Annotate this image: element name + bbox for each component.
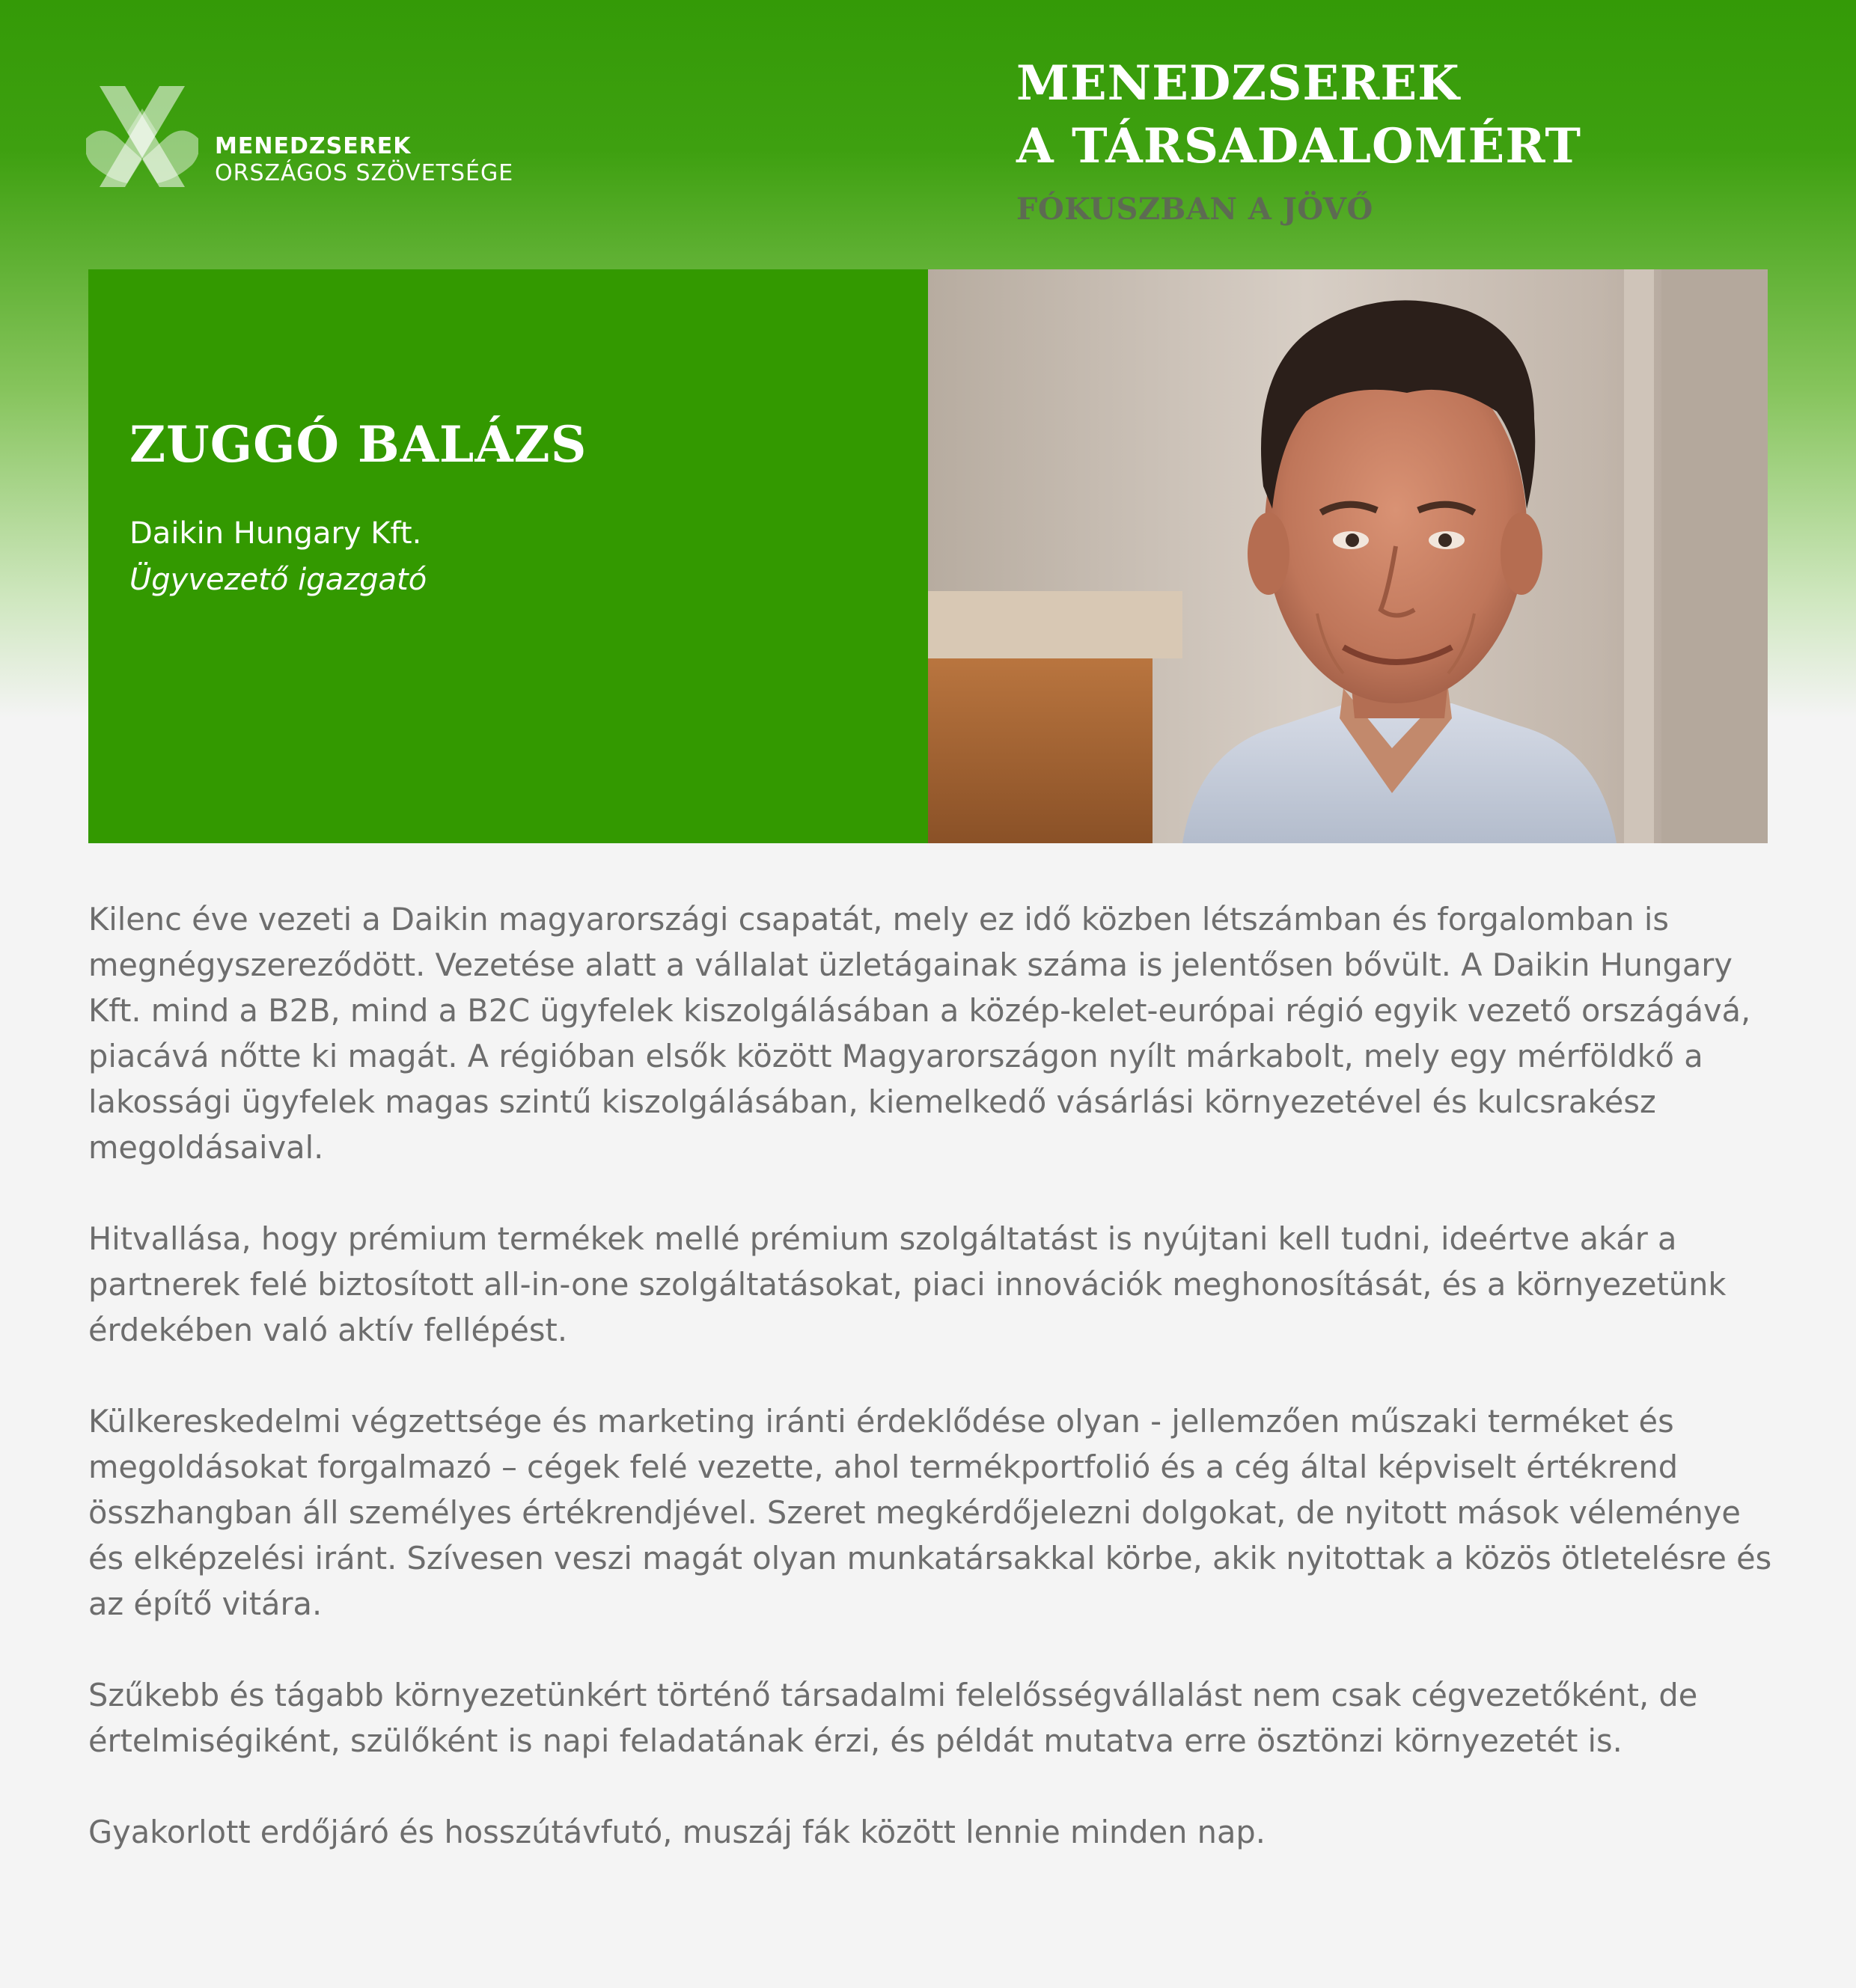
campaign-title-line1: MENEDZSEREK xyxy=(1016,55,1460,111)
job-title: Ügyvezető igazgató xyxy=(129,563,427,597)
organization-name-line2: ORSZÁGOS SZÖVETSÉGE xyxy=(215,160,514,186)
x-cross-logo-icon xyxy=(86,86,198,187)
organization-name xyxy=(215,133,513,187)
campaign-title xyxy=(1016,52,1581,227)
person-name: ZUGGÓ BALÁZS xyxy=(129,415,587,474)
company-name: Daikin Hungary Kft. xyxy=(129,516,422,551)
profile-card xyxy=(88,269,928,843)
campaign-title-line2: A TÁRSADALOMÉRT xyxy=(1016,118,1581,174)
biography xyxy=(88,896,1772,1900)
campaign-subtitle: FÓKUSZBAN A JÖVŐ xyxy=(1016,192,1373,227)
portrait-photo xyxy=(928,269,1768,843)
bio-paragraph: Gyakorlott erdőjáró és hosszútávfutó, muszáj fák között lennie minden nap. xyxy=(88,1814,1266,1850)
bio-paragraph: Külkereskedelmi végzettsége és marketing iránti érdeklődése olyan - jellemzően műszaki terméket és megoldásokat forgalmazó – cégek felé vezette, ahol termékportfolió és a cég által képviselt értékrend összhangban áll személyes értékrendjével. Szeret megkérdőjelezni dolgokat, de nyitott mások véleménye és elképzelési iránt. Szívesen veszi magát olyan munkatársakkal körbe, akik nyitottak a közös ötletelésre és az építő vitára. xyxy=(88,1403,1772,1622)
bio-paragraph: Hitvallása, hogy prémium termékek mellé prémium szolgáltatást is nyújtani kell tudni, ideértve akár a partnerek felé biztosított all-in-one szolgáltatásokat, piaci innovációk meghonosítását, és a környezetünk érdekében való aktív fellépést. xyxy=(88,1220,1727,1348)
organization-name-line1: MENEDZSEREK xyxy=(215,133,412,159)
bio-paragraph: Kilenc éve vezeti a Daikin magyarországi csapatát, mely ez idő közben létszámban és forgalomban is megnégyszereződött. Vezetése alatt a vállalat üzletágainak száma is jelentősen bővült. A Daikin Hungary Kft. mind a B2B, mind a B2C ügyfelek kiszolgálásában a közép-kelet-európai régió egyik vezető országává, piacává nőtte ki magát. A régióban elsők között Magyarországon nyílt márkabolt, mely egy mérföldkő a lakossági ügyfelek magas szintű kiszolgálásában, kiemelkedő vásárlási környezetével és kulcsrakész megoldásaival. xyxy=(88,901,1751,1166)
bio-paragraph: Szűkebb és tágabb környezetünkért történő társadalmi felelősségvállalást nem csak cégvezetőként, de értelmiségiként, szülőként is napi feladatának érzi, és példát mutatva erre ösztönzi környezetét is. xyxy=(88,1677,1698,1759)
